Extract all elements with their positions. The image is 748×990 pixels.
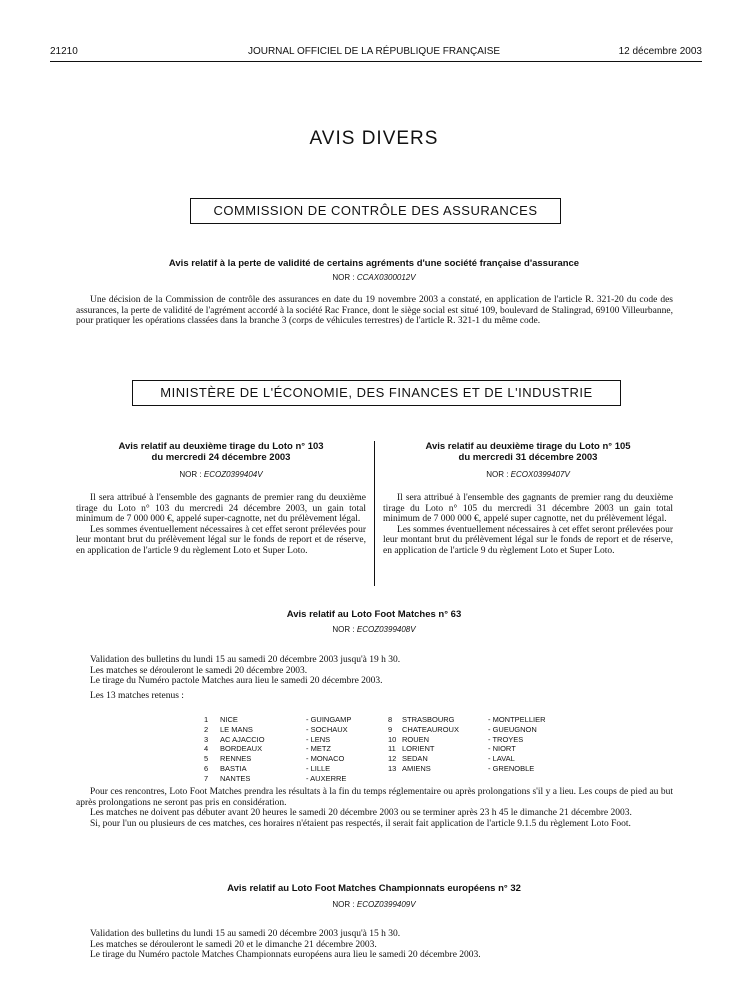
home-team: AMIENS <box>402 763 431 773</box>
match-number: 4 <box>204 744 209 754</box>
match-number: 2 <box>204 724 209 734</box>
home-team: NICE <box>220 715 238 724</box>
nor-reference <box>0 625 748 634</box>
match-row <box>204 744 546 754</box>
away-team: - MONACO <box>306 754 345 764</box>
away-team: - LAVAL <box>488 754 515 764</box>
avis-lines-loto-foot-63 <box>76 655 673 701</box>
paragraph: Si, pour l'un ou plusieurs de ces matches, ces horaires n'étaient pas respectés, il serait fait application de l'article 9.1.5 du règlement Loto Foot. <box>90 818 631 829</box>
home-team: RENNES <box>220 754 252 764</box>
heading-line: Avis relatif au deuxième tirage du Loto n° 105 <box>425 441 631 452</box>
heading-line: Avis relatif au deuxième tirage du Loto n° 103 <box>118 441 324 452</box>
home-team: CHATEAUROUX <box>402 724 459 734</box>
journal-title: JOURNAL OFFICIEL DE LA RÉPUBLIQUE FRANÇAISE <box>247 46 501 57</box>
nor-code: ECOZ0399404V <box>203 470 263 479</box>
issue-date: 12 décembre 2003 <box>618 46 702 57</box>
match-row <box>204 774 546 784</box>
avis-heading-loto-103 <box>76 441 366 463</box>
home-team: LE MANS <box>220 724 253 734</box>
match-number <box>388 774 402 784</box>
text-line: Validation des bulletins du lundi 15 au samedi 20 décembre 2003 jusqu'à 19 h 30. <box>90 655 401 665</box>
match-number: 9 <box>388 724 393 734</box>
match-number: 11 <box>388 744 396 754</box>
nor-reference <box>383 470 673 479</box>
page-title: AVIS DIVERS <box>309 128 439 149</box>
away-team: - GUINGAMP <box>306 715 352 724</box>
paragraph: Il sera attribué à l'ensemble des gagnants de premier rang du deuxième tirage du Loto n° 103 du mercredi 24 décembre 2003, un gain total minimum de 7 000 000 €, appelé super-cagnotte, net du prélèvement légal. <box>76 493 366 525</box>
paragraph: Pour ces rencontres, Loto Foot Matches prendra les résultats à la fin du temps réglementaire ou après prolongations s'il y a lieu. Les coups de pied au but après prolongations ne seront pas pris en considération. <box>76 787 673 808</box>
nor-label: NOR : <box>332 273 355 282</box>
match-row <box>204 725 546 735</box>
nor-reference <box>76 470 366 479</box>
heading-line: du mercredi 31 décembre 2003 <box>458 452 598 463</box>
avis-heading-loto-105 <box>383 441 673 463</box>
match-row <box>204 764 546 774</box>
nor-label: NOR : <box>486 470 509 479</box>
header-rule <box>50 61 702 62</box>
home-team: LORIENT <box>402 744 435 754</box>
nor-reference <box>0 900 748 909</box>
home-team <box>402 774 488 784</box>
away-team: - TROYES <box>488 734 524 744</box>
text-line: Les matches se dérouleront le samedi 20 et le dimanche 21 décembre 2003. <box>90 939 377 950</box>
nor-reference <box>0 273 748 282</box>
page-number: 21210 <box>50 46 78 57</box>
match-number: 7 <box>204 773 209 783</box>
away-team: - LENS <box>306 734 331 744</box>
match-number: 1 <box>204 715 209 724</box>
match-row <box>204 754 546 764</box>
paragraph: Une décision de la Commission de contrôle des assurances en date du 19 novembre 2003 a constaté, en application de l'article R. 321-20 du code des assurances, la perte de validité de l'agrément accordé à la société Rac France, dont le siège social est situé 109, boulevard de Stalingrad, 69100 Villeurbanne, pour pratiquer les opérations classées dans la branche 3 (corps de véhicules terrestres) de l'article R. 321-1 du même code. <box>76 295 673 327</box>
avis-body-loto-103 <box>76 493 366 557</box>
away-team: - AUXERRE <box>306 773 347 783</box>
section-box-assurances: COMMISSION DE CONTRÔLE DES ASSURANCES <box>190 198 561 224</box>
nor-code: ECOX0399407V <box>510 470 570 479</box>
match-row <box>204 735 546 745</box>
match-number: 12 <box>388 754 397 764</box>
nor-code: ECOZ0399409V <box>356 900 416 909</box>
paragraph: Il sera attribué à l'ensemble des gagnants de premier rang du deuxième tirage du Loto n° 105 du mercredi 31 décembre 2003 un gain total minimum de 7 000 000 €, appelé super cagnotte, net du prélèvement légal. <box>383 493 673 525</box>
match-number: 13 <box>388 763 397 773</box>
away-team: - NIORT <box>488 744 516 754</box>
home-team: NANTES <box>220 773 251 783</box>
avis-body-loto-foot-63 <box>76 787 673 829</box>
match-number: 3 <box>204 734 209 744</box>
away-team: - LILLE <box>306 763 331 773</box>
text-line: Les matches se dérouleront le samedi 20 décembre 2003. <box>90 665 308 676</box>
avis-heading-loto-foot-63: Avis relatif au Loto Foot Matches n° 63 <box>286 609 462 620</box>
paragraph: Les sommes éventuellement nécessaires à cet effet seront prélevées pour leur montant brut du prélèvement légal sur le fonds de report et de réserve, en application de l'article 9 du règlement Loto et Super Loto. <box>383 524 674 556</box>
home-team: AC AJACCIO <box>220 734 265 744</box>
paragraph: Les sommes éventuellement nécessaires à cet effet seront prélevées pour leur montant brut du prélèvement légal sur le fonds de report et de réserve, en application de l'article 9 du règlement Loto et Super Loto. <box>76 524 367 556</box>
away-team: - GRENOBLE <box>488 763 535 773</box>
home-team: STRASBOURG <box>402 715 455 724</box>
paragraph: Les matches ne doivent pas débuter avant 20 heures le samedi 20 décembre 2003 ou se terminer après 23 h 45 le dimanche 21 décembre 2003. <box>90 808 632 819</box>
home-team: SEDAN <box>402 754 428 764</box>
text-line: Les 13 matches retenus : <box>90 690 184 701</box>
match-number: 5 <box>204 754 209 764</box>
home-team: ROUEN <box>402 734 430 744</box>
text-line: Validation des bulletins du lundi 15 au samedi 20 décembre 2003 jusqu'à 15 h 30. <box>90 929 401 939</box>
away-team: - MONTPELLIER <box>488 715 546 724</box>
away-team: - GUEUGNON <box>488 724 537 734</box>
away-team: - METZ <box>306 744 331 754</box>
section-box-ministere: MINISTÈRE DE L'ÉCONOMIE, DES FINANCES ET DE L'INDUSTRIE <box>132 380 621 406</box>
text-line: Le tirage du Numéro pactole Matches aura lieu le samedi 20 décembre 2003. <box>90 676 383 687</box>
avis-heading-assurance: Avis relatif à la perte de validité de certains agréments d'une société française d'assurance <box>168 258 580 269</box>
home-team: BORDEAUX <box>220 744 263 754</box>
nor-code: CCAX0300012V <box>356 273 416 282</box>
avis-body-assurance <box>76 295 673 327</box>
nor-label: NOR : <box>332 625 355 634</box>
avis-lines-loto-foot-32 <box>76 929 673 961</box>
matches-table <box>204 715 546 784</box>
match-number: 10 <box>388 734 397 744</box>
away-team: - SOCHAUX <box>306 724 348 734</box>
match-number: 6 <box>204 763 209 773</box>
nor-label: NOR : <box>332 900 355 909</box>
nor-code: ECOZ0399408V <box>356 625 416 634</box>
heading-line: du mercredi 24 décembre 2003 <box>151 452 291 463</box>
match-row <box>204 715 546 725</box>
avis-heading-loto-foot-32: Avis relatif au Loto Foot Matches Championnats européens n° 32 <box>227 883 521 894</box>
match-number: 8 <box>388 715 393 724</box>
avis-body-loto-105 <box>383 493 673 557</box>
nor-label: NOR : <box>179 470 202 479</box>
home-team: BASTIA <box>220 763 247 773</box>
column-divider <box>374 441 375 586</box>
text-line: Le tirage du Numéro pactole Matches Championnats européens aura lieu le samedi 20 décembre 2003. <box>90 950 481 961</box>
